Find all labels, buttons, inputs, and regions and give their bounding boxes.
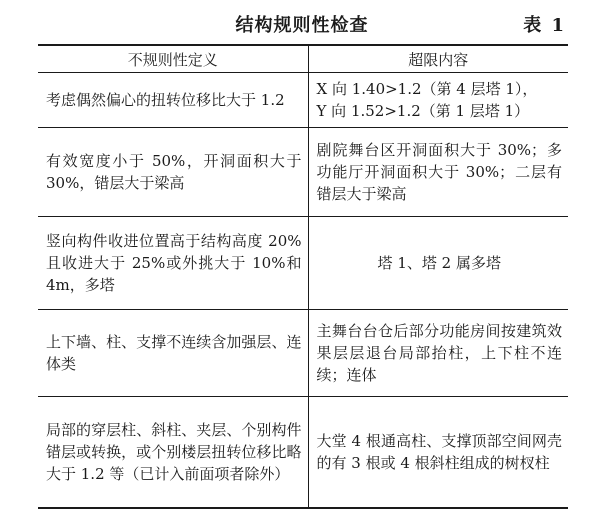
table-number: 表 1	[523, 15, 566, 36]
header-content: 超限内容	[308, 45, 568, 73]
content-cell	[308, 73, 568, 128]
content-line-x: X 向 1.40>1.2（第 4 层塔 1），	[316, 80, 538, 98]
regularity-check-table	[38, 44, 568, 509]
definition-cell: 考虑偶然偏心的扭转位移比大于 1.2	[38, 73, 308, 128]
header-definition: 不规则性定义	[38, 45, 308, 73]
content-cell: 塔 1、塔 2 属多塔	[308, 217, 568, 310]
table-header-row	[38, 45, 568, 73]
table-row	[38, 397, 568, 509]
table-row	[38, 128, 568, 217]
content-cell: 剧院舞台区开洞面积大于 30%；多功能厅开洞面积大于 30%；二层有错层大于梁高	[308, 128, 568, 217]
table-row	[38, 217, 568, 310]
table-row	[38, 73, 568, 128]
content-cell: 大堂 4 根通高柱、支撑顶部空间网壳的有 3 根或 4 根斜柱组成的树杈柱	[308, 397, 568, 509]
definition-cell: 有效宽度小于 50%，开洞面积大于 30%，错层大于梁高	[38, 128, 308, 217]
table-title: 结构规则性检查	[235, 15, 369, 36]
table-row	[38, 310, 568, 397]
definition-cell: 竖向构件收进位置高于结构高度 20%且收进大于 25%或外挑大于 10%和 4m，多塔	[38, 217, 308, 310]
content-line-y: Y 向 1.52>1.2（第 1 层塔 1）	[316, 102, 530, 120]
definition-cell: 上下墙、柱、支撑不连续含加强层、连体类	[38, 310, 308, 397]
definition-cell: 局部的穿层柱、斜柱、夹层、个别构件错层或转换，或个别楼层扭转位移比略大于 1.2 等（已计入前面项者除外）	[38, 397, 308, 509]
content-cell: 主舞台台仓后部分功能房间按建筑效果层层退台局部抬柱，上下柱不连续；连体	[308, 310, 568, 397]
table-caption	[0, 14, 604, 38]
